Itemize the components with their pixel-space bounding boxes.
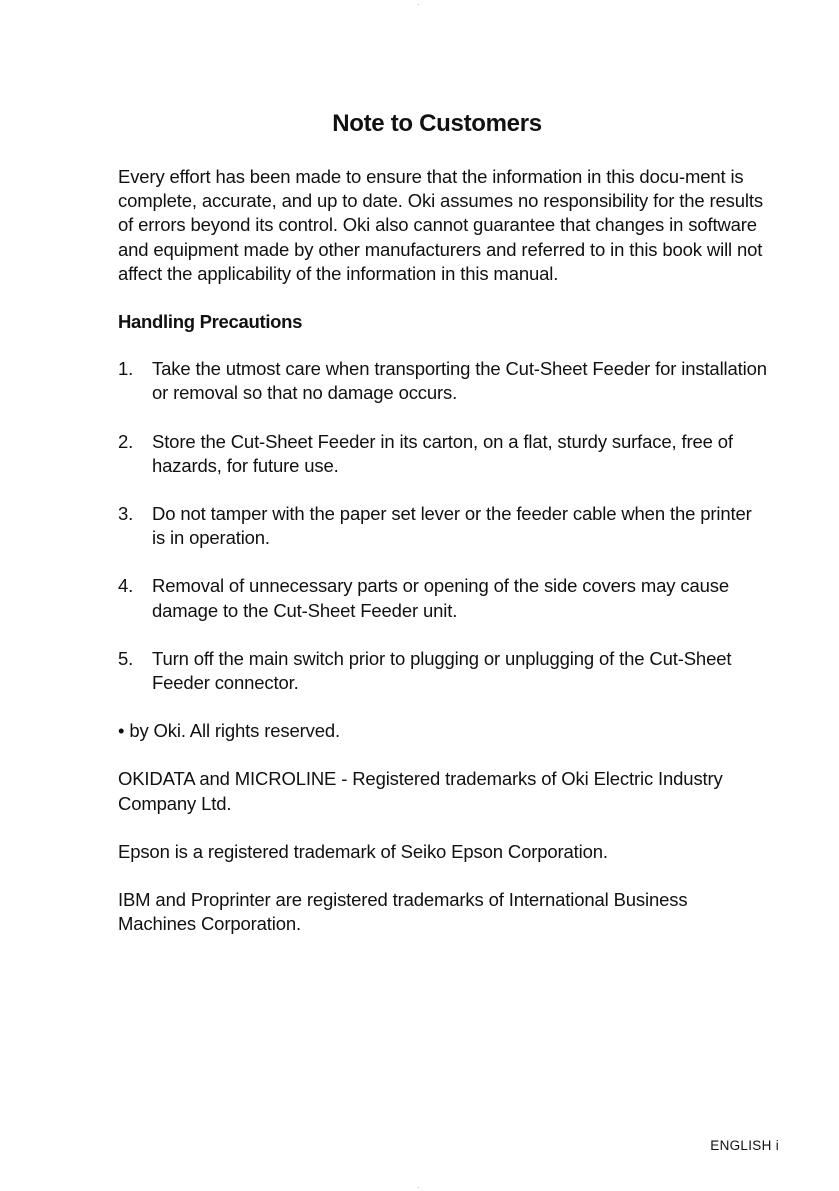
trademark-ibm: IBM and Proprinter are registered trademarks of International Business Machines Corporation. xyxy=(118,889,688,935)
list-item xyxy=(118,502,768,550)
trademark-okidata: OKIDATA and MICROLINE - Registered trademarks of Oki Electric Industry Company Ltd. xyxy=(118,768,723,814)
trademark-epson: Epson is a registered trademark of Seiko Epson Corporation. xyxy=(118,840,608,862)
list-item-number: 1. xyxy=(118,358,134,380)
intro-paragraph: Every effort has been made to ensure that the information in this docu-ment is complete, accurate, and up to date. Oki assumes no responsibility for the results of errors beyond its control. Oki also cannot guarantee that changes in software and equipment made by other manufacturers and referred to in this book will not affect the applicability of the information in this manual. xyxy=(118,166,763,284)
handling-precautions-heading: Handling Precautions xyxy=(118,311,303,333)
list-item-number: 4. xyxy=(118,575,134,597)
list-item xyxy=(118,430,768,478)
list-item-text: Store the Cut-Sheet Feeder in its carton, on a flat, sturdy surface, free of hazards, for future use. xyxy=(152,430,733,476)
list-item-text: Turn off the main switch prior to plugging or unplugging of the Cut-Sheet Feeder connector. xyxy=(152,647,732,694)
list-item xyxy=(118,574,768,622)
list-item xyxy=(118,357,768,405)
copyright-notice: • by Oki. All rights reserved. xyxy=(118,720,340,742)
page-title: Note to Customers xyxy=(332,110,542,137)
handling-precautions-list xyxy=(118,357,768,695)
page-content xyxy=(118,165,768,960)
list-item xyxy=(118,647,768,695)
scan-mark-top xyxy=(418,4,419,5)
scan-mark-bottom xyxy=(418,1187,419,1188)
list-item-text: Take the utmost care when transporting the Cut-Sheet Feeder for installation or removal so that no damage occurs. xyxy=(152,358,767,404)
list-item-text: Do not tamper with the paper set lever or the feeder cable when the printer is in operation. xyxy=(152,503,752,549)
page-footer: ENGLISH i xyxy=(710,1138,779,1153)
list-item-text: Removal of unnecessary parts or opening of the side covers may cause damage to the Cut-Sheet Feeder unit. xyxy=(152,575,729,621)
list-item-number: 2. xyxy=(118,430,134,452)
list-item-number: 5. xyxy=(118,647,134,669)
list-item-number: 3. xyxy=(118,503,134,525)
